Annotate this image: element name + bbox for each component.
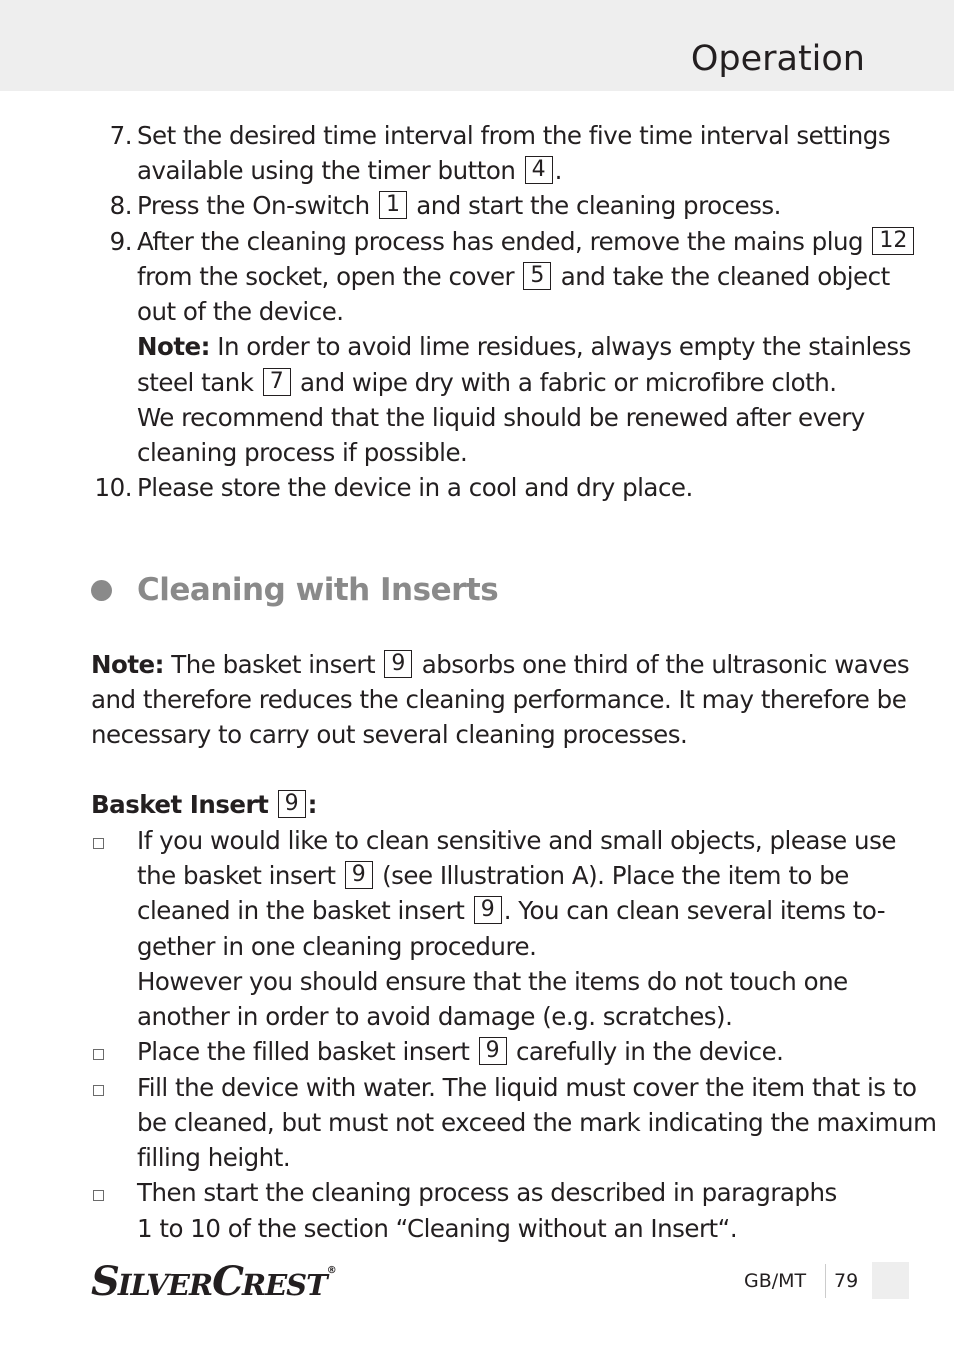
bullet-text: (see Illustration A). Place the item to be: [382, 861, 849, 890]
bullet-line: 1 to 10 of the section “Cleaning without an Insert“.: [137, 1214, 738, 1243]
step-line: [137, 188, 781, 223]
step-number: 8.: [109, 191, 132, 220]
part-ref: 9: [479, 1037, 507, 1065]
footer-divider: [825, 1264, 826, 1298]
bullet-line: If you would like to clean sensitive and small objects, please use: [137, 826, 896, 855]
page-number: 79: [834, 1270, 859, 1292]
part-ref: 9: [384, 650, 412, 678]
part-ref: 9: [278, 790, 306, 818]
basket-heading: [91, 787, 317, 822]
step-text: from the socket, open the cover: [137, 262, 515, 291]
step-text: Press the On-switch: [137, 191, 370, 220]
bullet-dot-icon: [91, 580, 112, 601]
step-number: 10.: [94, 473, 132, 502]
bullet-line: gether in one cleaning procedure.: [137, 932, 537, 961]
note-label: Note:: [91, 650, 164, 679]
step-line: [137, 259, 890, 294]
part-ref: 4: [525, 156, 553, 184]
note-text: absorbs one third of the ultrasonic waves: [421, 650, 910, 679]
checkbox-square-icon: [93, 1085, 104, 1096]
step-text: .: [554, 156, 562, 185]
bullet-line: be cleaned, but must not exceed the mark indicating the maximum: [137, 1108, 937, 1137]
step-line: Please store the device in a cool and dry place.: [137, 473, 693, 502]
note-line: [137, 329, 911, 364]
basket-heading-text: Basket Insert: [91, 790, 269, 819]
bullet-line: [137, 858, 849, 893]
silvercrest-logo: SILVERCREST®: [91, 1258, 337, 1305]
bullet-text: cleaned in the basket insert: [137, 896, 465, 925]
step-line: out of the device.: [137, 297, 344, 326]
part-ref: 9: [474, 896, 502, 924]
bullet-line: However you should ensure that the items do not touch one: [137, 967, 848, 996]
bullet-text: carefully in the device.: [515, 1037, 784, 1066]
note-line: [137, 365, 837, 400]
note-text: The basket insert: [171, 650, 376, 679]
note-text: and wipe dry with a fabric or microfibre cloth.: [300, 368, 837, 397]
part-ref: 5: [523, 262, 551, 290]
step-text: and take the cleaned object: [560, 262, 890, 291]
note-label: Note:: [137, 332, 210, 361]
bullet-line: [137, 1034, 783, 1069]
part-ref: 12: [872, 227, 914, 255]
note-text: In order to avoid lime residues, always empty the stainless: [217, 332, 911, 361]
page-header: [0, 0, 954, 91]
step-line: [137, 224, 916, 259]
bullet-line: Then start the cleaning process as described in paragraphs: [137, 1178, 837, 1207]
language-code: GB/MT: [744, 1270, 807, 1292]
note-line: [91, 647, 909, 682]
footer-tab-marker: [872, 1262, 909, 1299]
part-ref: 1: [379, 191, 407, 219]
page-title: Operation: [690, 39, 865, 79]
bullet-line: [137, 893, 885, 928]
step-line: [137, 153, 562, 188]
step-line: Set the desired time interval from the five time interval settings: [137, 121, 891, 150]
bullet-line: another in order to avoid damage (e.g. scratches).: [137, 1002, 733, 1031]
note-line: and therefore reduces the cleaning performance. It may therefore be: [91, 685, 907, 714]
step-number: 7.: [109, 121, 132, 150]
step-number: 9.: [109, 227, 132, 256]
note-line: We recommend that the liquid should be renewed after every: [137, 403, 865, 432]
bullet-text: . You can clean several items to-: [503, 896, 886, 925]
step-text: available using the timer button: [137, 156, 516, 185]
note-text: steel tank: [137, 368, 254, 397]
section-title: Cleaning with Inserts: [137, 572, 499, 608]
bullet-line: Fill the device with water. The liquid must cover the item that is to: [137, 1073, 917, 1102]
bullet-line: filling height.: [137, 1143, 291, 1172]
part-ref: 7: [263, 368, 291, 396]
checkbox-square-icon: [93, 838, 104, 849]
note-line: cleaning process if possible.: [137, 438, 468, 467]
step-text: and start the cleaning process.: [416, 191, 781, 220]
checkbox-square-icon: [93, 1190, 104, 1201]
step-text: After the cleaning process has ended, remove the mains plug: [137, 227, 864, 256]
bullet-text: the basket insert: [137, 861, 336, 890]
bullet-text: Place the filled basket insert: [137, 1037, 470, 1066]
note-line: necessary to carry out several cleaning processes.: [91, 720, 688, 749]
checkbox-square-icon: [93, 1049, 104, 1060]
basket-heading-colon: :: [307, 790, 317, 819]
part-ref: 9: [345, 861, 373, 889]
